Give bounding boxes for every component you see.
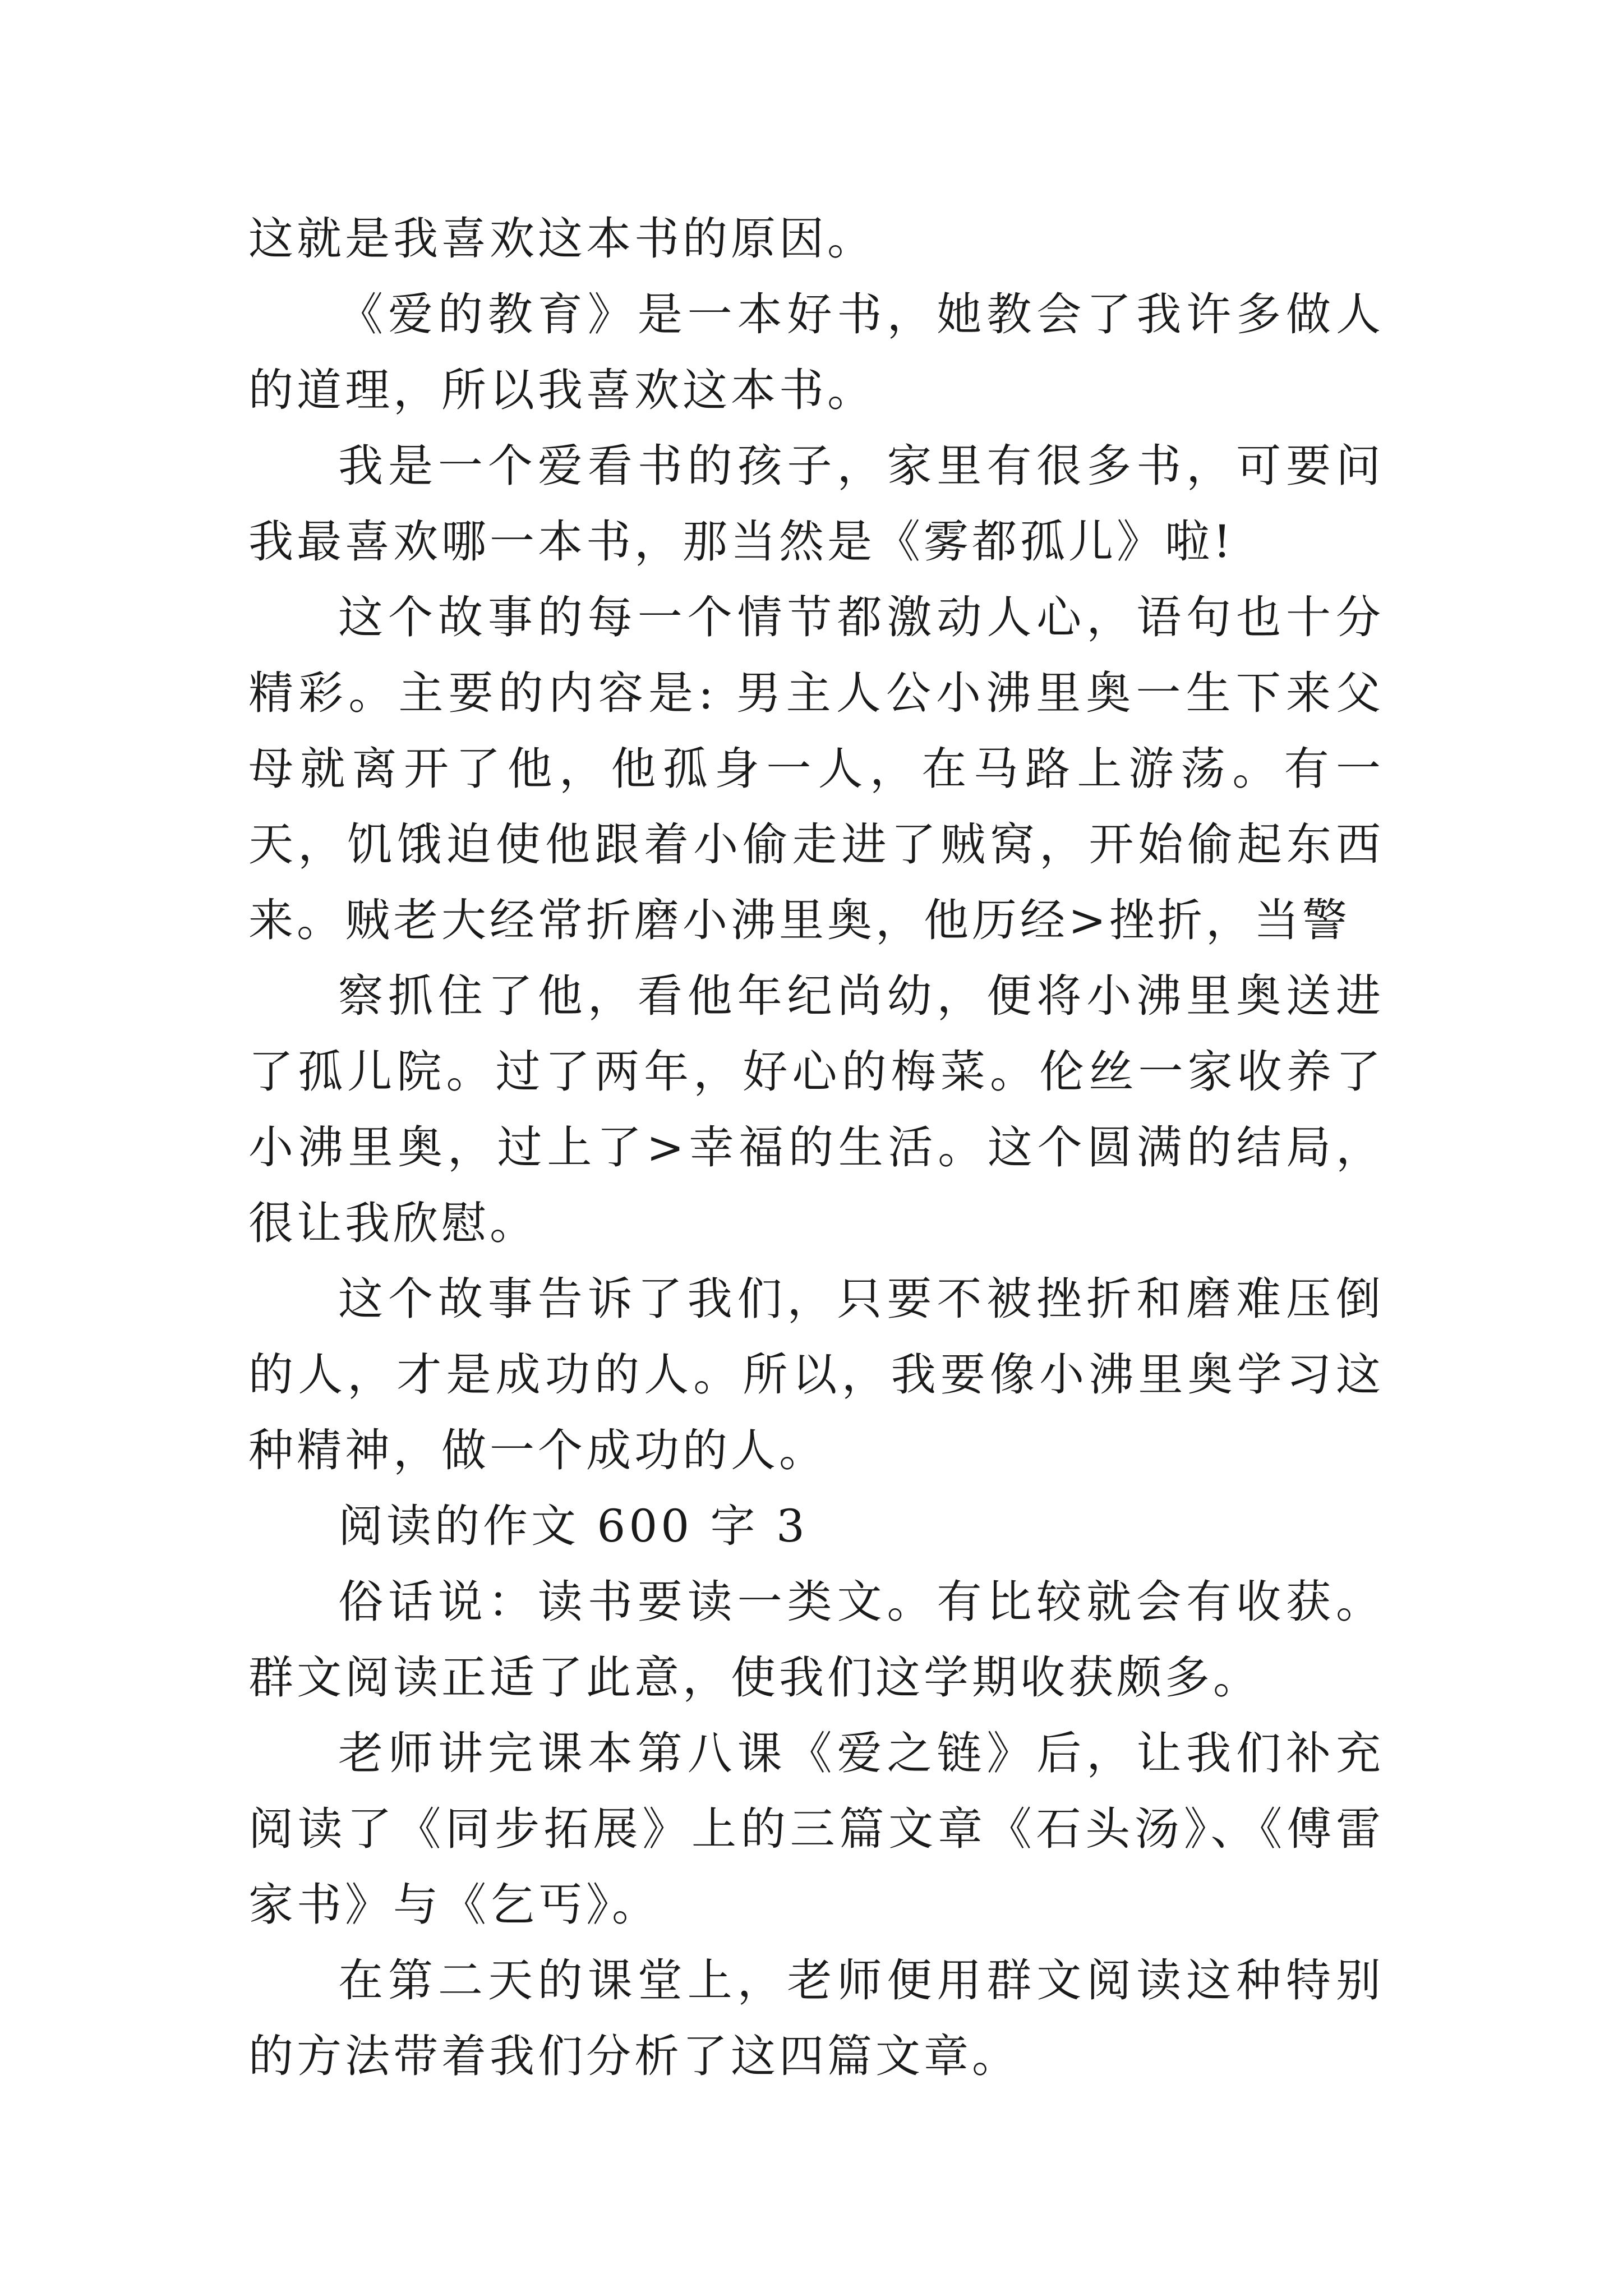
paragraph-4: 这个故事的每一个情节都激动人心，语句也十分精彩。主要的内容是: 男主人公小沸里奥一生下来父母就离开了他，他孤身一人，在马路上游荡。有一天，饥饿迫使他跟着小偷走进了贼窝，开始偷起东西来。贼老大经常折磨小沸里奥，他历经>挫折，当警 <box>248 591 1384 946</box>
paragraph-1: 这就是我喜欢这本书的原因。 <box>248 213 875 265</box>
section-heading: 阅读的作文 600 字 3 <box>338 1500 808 1552</box>
document-body <box>248 201 1384 2094</box>
paragraph-2: 《爱的教育》是一本好书，她教会了我许多做人的道理，所以我喜欢这本书。 <box>248 288 1384 416</box>
paragraph-3: 我是一个爱看书的孩子，家里有很多书，可要问我最喜欢哪一本书，那当然是《雾都孤儿》啦! <box>248 440 1384 568</box>
paragraph-9: 在第二天的课堂上，老师便用群文阅读这种特别的方法带着我们分析了这四篇文章。 <box>248 1954 1384 2082</box>
paragraph-5: 察抓住了他，看他年纪尚幼，便将小沸里奥送进了孤儿院。过了两年，好心的梅菜。伦丝一家收养了小沸里奥，过上了>幸福的生活。这个圆满的结局，很让我欣慰。 <box>248 970 1384 1249</box>
paragraph-7: 俗话说：读书要读一类文。有比较就会有收获。群文阅读正适了此意，使我们这学期收获颇多。 <box>248 1576 1384 1704</box>
paragraph-6: 这个故事告诉了我们，只要不被挫折和磨难压倒的人，才是成功的人。所以，我要像小沸里奥学习这种精神，做一个成功的人。 <box>248 1273 1384 1476</box>
paragraph-8: 老师讲完课本第八课《爱之链》后，让我们补充阅读了《同步拓展》上的三篇文章《石头汤》、《傅雷家书》与《乞丐》。 <box>248 1727 1384 1931</box>
